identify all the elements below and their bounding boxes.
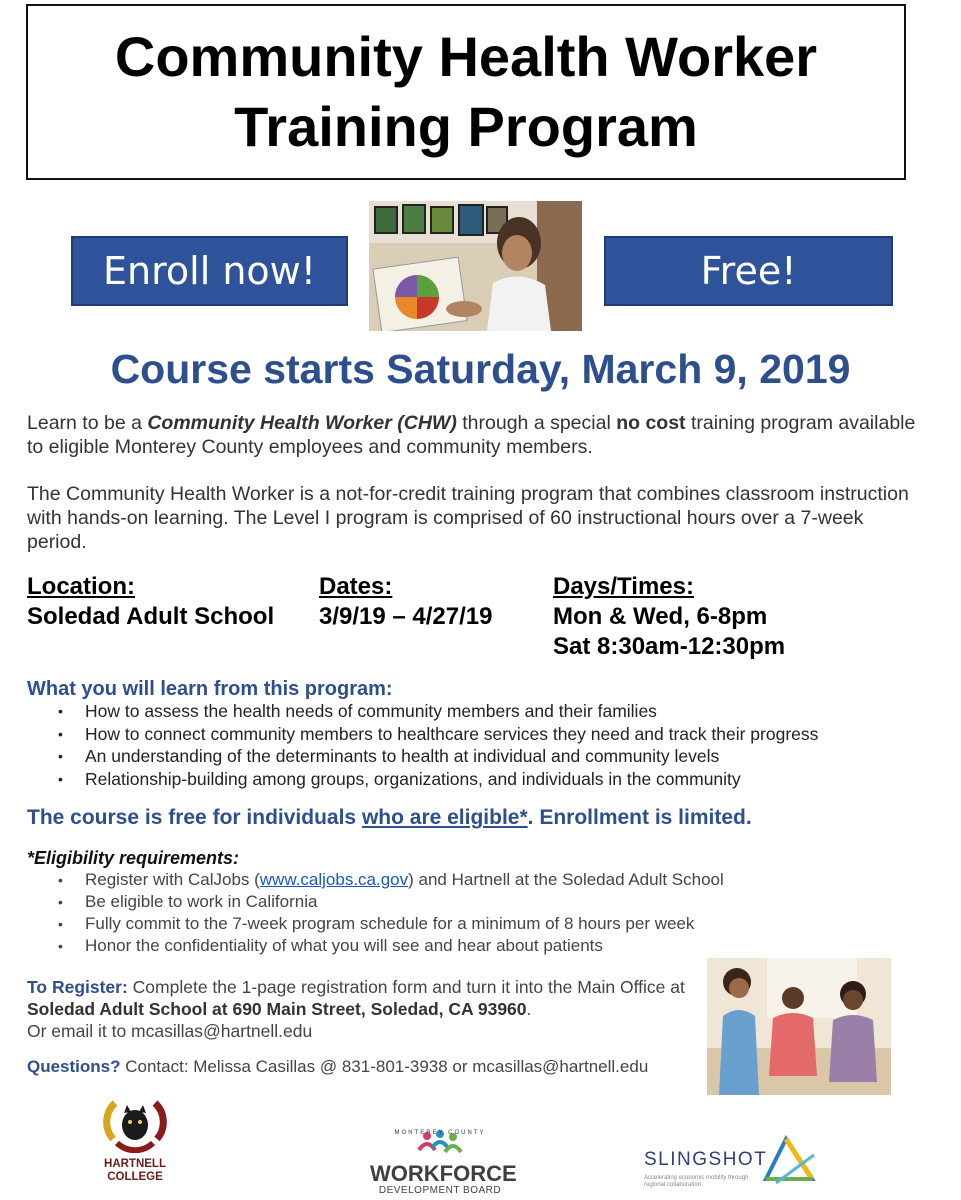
- list-item: • An understanding of the determinants to health at individual and community levels: [58, 745, 818, 768]
- times-column: [553, 572, 785, 662]
- slingshot-logo: [644, 1135, 824, 1190]
- title-box: [26, 4, 906, 180]
- chw-training-photo: [369, 201, 582, 331]
- register-label: To Register:: [27, 977, 128, 997]
- free-banner: Free!: [604, 236, 893, 306]
- slingshot-wordmark: SLINGSHOT: [644, 1149, 768, 1170]
- dates-label: Dates:: [319, 573, 393, 600]
- questions-contact: [27, 1057, 648, 1077]
- questions-text: Contact: Melissa Casillas @ 831-801-3938 or mcasillas@hartnell.edu: [120, 1057, 649, 1076]
- title-line-2: Training Program: [234, 95, 698, 158]
- hartnell-name-2: COLLEGE: [107, 1171, 163, 1183]
- register-address: Soledad Adult School at 690 Main Street, Soledad, CA 93960: [27, 999, 527, 1019]
- list-item: • Be eligible to work in California: [58, 891, 724, 913]
- questions-label: Questions?: [27, 1057, 121, 1076]
- free-note-a: The course is free for individuals: [27, 806, 362, 829]
- eligibility-list: [58, 869, 724, 957]
- patient-visit-photo: [707, 958, 891, 1095]
- list-item: • How to assess the health needs of community members and their families: [58, 700, 818, 723]
- free-eligibility-note: [27, 806, 752, 830]
- hartnell-name-1: HARTNELL: [104, 1158, 166, 1170]
- slingshot-tagline: Accelerating economic mobility through regional collaboration: [644, 1175, 749, 1188]
- intro-text-c: through a special: [456, 412, 617, 434]
- elig-item1-b: ) and Hartnell at the Soledad Adult School: [408, 870, 724, 889]
- dates-column: [319, 572, 492, 632]
- title-line-1: Community Health Worker: [114, 25, 818, 88]
- workforce-county-label: MONTEREY COUNTY: [394, 1130, 486, 1136]
- intro-chw-term: Community Health Worker (CHW): [147, 412, 457, 434]
- elig-item1-a: Register with CalJobs (: [85, 870, 260, 889]
- times-value-saturday: Sat 8:30am-12:30pm: [553, 633, 786, 660]
- dates-value: 3/9/19 – 4/27/19: [319, 603, 493, 630]
- register-text-a: Complete the 1-page registration form and turn it into the Main Office at: [127, 977, 685, 997]
- times-value-weekday: Mon & Wed, 6-8pm: [553, 603, 768, 630]
- register-instructions: [27, 976, 697, 1042]
- location-column: [27, 572, 274, 632]
- eligible-link[interactable]: who are eligible*: [361, 806, 528, 829]
- free-note-c: . Enrollment is limited.: [527, 806, 752, 829]
- intro-text-e: training program available to eligible Monterey County employees and community members.: [27, 412, 916, 458]
- list-item: • Honor the confidentiality of what you will see and hear about patients: [58, 935, 724, 957]
- learn-heading: What you will learn from this program:: [27, 678, 393, 700]
- location-value: Soledad Adult School: [27, 603, 275, 630]
- register-email-line: Or email it to mcasillas@hartnell.edu: [27, 1021, 313, 1041]
- intro-no-cost: no cost: [616, 412, 686, 434]
- workforce-subtitle: DEVELOPMENT BOARD: [378, 1185, 502, 1196]
- list-item: • Relationship-building among groups, organizations, and individuals in the community: [58, 768, 818, 791]
- list-item: [58, 869, 724, 891]
- course-start-headline: Course starts Saturday, March 9, 2019: [110, 346, 851, 392]
- enroll-now-banner: Enroll now!: [71, 236, 348, 306]
- workforce-wordmark: WORKFORCE: [370, 1161, 517, 1186]
- register-text-b: .: [526, 999, 532, 1019]
- list-item: • How to connect community members to healthcare services they need and track their progress: [58, 723, 818, 746]
- intro-text-a: Learn to be a: [27, 412, 148, 434]
- workforce-development-board-logo: [370, 1128, 517, 1196]
- eligibility-heading: *Eligibility requirements:: [27, 848, 240, 868]
- list-item: • Fully commit to the 7-week program schedule for a minimum of 8 hours per week: [58, 913, 724, 935]
- learn-list: [58, 700, 818, 790]
- hartnell-panther-icon: [103, 1095, 167, 1153]
- caljobs-link[interactable]: www.caljobs.ca.gov: [259, 870, 409, 889]
- hartnell-college-logo: [100, 1095, 170, 1190]
- times-label: Days/Times:: [553, 573, 694, 600]
- location-label: Location:: [27, 573, 135, 600]
- slingshot-triangle-icon: [762, 1135, 818, 1187]
- intro-paragraph: [27, 411, 927, 459]
- program-description: The Community Health Worker is a not-for-credit training program that combines classroom instruction with hands-on learning. The Level I program is comprised of 60 instructional hours over a 7-week period.: [27, 483, 909, 553]
